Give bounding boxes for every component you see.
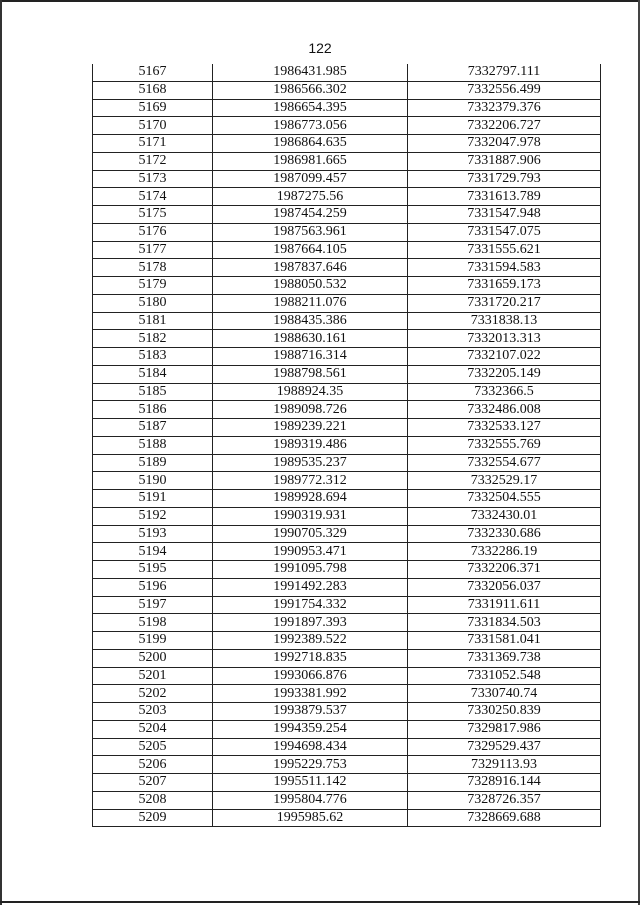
- table-row: [93, 330, 601, 348]
- point-number-cell: 5209: [93, 809, 213, 827]
- y-coordinate-cell: 7331887.906: [408, 152, 601, 170]
- point-number-cell: 5177: [93, 241, 213, 259]
- x-coordinate-cell: 1989772.312: [213, 472, 408, 490]
- y-coordinate-cell: 7328916.144: [408, 774, 601, 792]
- point-number-cell: 5181: [93, 312, 213, 330]
- y-coordinate-cell: 7331729.793: [408, 170, 601, 188]
- x-coordinate-cell: 1991754.332: [213, 596, 408, 614]
- x-coordinate-cell: 1986981.665: [213, 152, 408, 170]
- x-coordinate-cell: 1990953.471: [213, 543, 408, 561]
- point-number-cell: 5198: [93, 614, 213, 632]
- point-number-cell: 5199: [93, 632, 213, 650]
- x-coordinate-cell: 1995985.62: [213, 809, 408, 827]
- table-row: [93, 614, 601, 632]
- point-number-cell: 5175: [93, 206, 213, 224]
- y-coordinate-cell: 7332206.371: [408, 561, 601, 579]
- point-number-cell: 5200: [93, 649, 213, 667]
- point-number-cell: 5206: [93, 756, 213, 774]
- y-coordinate-cell: 7331369.738: [408, 649, 601, 667]
- point-number-cell: 5173: [93, 170, 213, 188]
- point-number-cell: 5190: [93, 472, 213, 490]
- y-coordinate-cell: 7331581.041: [408, 632, 601, 650]
- table-row: [93, 507, 601, 525]
- x-coordinate-cell: 1986566.302: [213, 81, 408, 99]
- table-row: [93, 543, 601, 561]
- y-coordinate-cell: 7331720.217: [408, 294, 601, 312]
- point-number-cell: 5180: [93, 294, 213, 312]
- point-number-cell: 5170: [93, 117, 213, 135]
- y-coordinate-cell: 7330250.839: [408, 703, 601, 721]
- point-number-cell: 5178: [93, 259, 213, 277]
- point-number-cell: 5195: [93, 561, 213, 579]
- x-coordinate-cell: 1986431.985: [213, 64, 408, 81]
- coordinates-table: [92, 64, 601, 827]
- point-number-cell: 5183: [93, 348, 213, 366]
- x-coordinate-cell: 1989098.726: [213, 401, 408, 419]
- x-coordinate-cell: 1993066.876: [213, 667, 408, 685]
- table-row: [93, 135, 601, 153]
- table-row: [93, 81, 601, 99]
- point-number-cell: 5191: [93, 490, 213, 508]
- table-row: [93, 64, 601, 81]
- y-coordinate-cell: 7332366.5: [408, 383, 601, 401]
- table-row: [93, 791, 601, 809]
- x-coordinate-cell: 1987454.259: [213, 206, 408, 224]
- table-row: [93, 472, 601, 490]
- y-coordinate-cell: 7332797.111: [408, 64, 601, 81]
- x-coordinate-cell: 1995804.776: [213, 791, 408, 809]
- point-number-cell: 5189: [93, 454, 213, 472]
- y-coordinate-cell: 7329817.986: [408, 720, 601, 738]
- x-coordinate-cell: 1995511.142: [213, 774, 408, 792]
- y-coordinate-cell: 7331659.173: [408, 277, 601, 295]
- table-row: [93, 720, 601, 738]
- table-row: [93, 685, 601, 703]
- y-coordinate-cell: 7332504.555: [408, 490, 601, 508]
- y-coordinate-cell: 7332556.499: [408, 81, 601, 99]
- point-number-cell: 5193: [93, 525, 213, 543]
- y-coordinate-cell: 7329529.437: [408, 738, 601, 756]
- x-coordinate-cell: 1989239.221: [213, 419, 408, 437]
- point-number-cell: 5168: [93, 81, 213, 99]
- y-coordinate-cell: 7332056.037: [408, 578, 601, 596]
- table-row: [93, 188, 601, 206]
- point-number-cell: 5192: [93, 507, 213, 525]
- table-row: [93, 578, 601, 596]
- x-coordinate-cell: 1988050.532: [213, 277, 408, 295]
- table-row: [93, 294, 601, 312]
- x-coordinate-cell: 1989535.237: [213, 454, 408, 472]
- table-row: [93, 649, 601, 667]
- point-number-cell: 5194: [93, 543, 213, 561]
- x-coordinate-cell: 1989928.694: [213, 490, 408, 508]
- x-coordinate-cell: 1990319.931: [213, 507, 408, 525]
- y-coordinate-cell: 7332047.978: [408, 135, 601, 153]
- x-coordinate-cell: 1995229.753: [213, 756, 408, 774]
- page-number: 122: [308, 40, 332, 56]
- point-number-cell: 5176: [93, 223, 213, 241]
- x-coordinate-cell: 1991897.393: [213, 614, 408, 632]
- x-coordinate-cell: 1988435.386: [213, 312, 408, 330]
- table-row: [93, 99, 601, 117]
- bottom-border: [0, 901, 640, 903]
- table-row: [93, 312, 601, 330]
- x-coordinate-cell: 1987837.646: [213, 259, 408, 277]
- table-row: [93, 454, 601, 472]
- y-coordinate-cell: 7331834.503: [408, 614, 601, 632]
- x-coordinate-cell: 1992389.522: [213, 632, 408, 650]
- point-number-cell: 5204: [93, 720, 213, 738]
- table-row: [93, 419, 601, 437]
- table-row: [93, 152, 601, 170]
- y-coordinate-cell: 7331052.548: [408, 667, 601, 685]
- point-number-cell: 5187: [93, 419, 213, 437]
- table-row: [93, 170, 601, 188]
- point-number-cell: 5167: [93, 64, 213, 81]
- x-coordinate-cell: 1991095.798: [213, 561, 408, 579]
- table-row: [93, 383, 601, 401]
- y-coordinate-cell: 7332286.19: [408, 543, 601, 561]
- y-coordinate-cell: 7331594.583: [408, 259, 601, 277]
- y-coordinate-cell: 7332205.149: [408, 365, 601, 383]
- table-row: [93, 348, 601, 366]
- table-row: [93, 206, 601, 224]
- x-coordinate-cell: 1990705.329: [213, 525, 408, 543]
- top-border: [0, 0, 640, 2]
- table-row: [93, 561, 601, 579]
- x-coordinate-cell: 1988211.076: [213, 294, 408, 312]
- y-coordinate-cell: 7332555.769: [408, 436, 601, 454]
- x-coordinate-cell: 1992718.835: [213, 649, 408, 667]
- y-coordinate-cell: 7332554.677: [408, 454, 601, 472]
- point-number-cell: 5201: [93, 667, 213, 685]
- x-coordinate-cell: 1988716.314: [213, 348, 408, 366]
- x-coordinate-cell: 1988924.35: [213, 383, 408, 401]
- point-number-cell: 5179: [93, 277, 213, 295]
- point-number-cell: 5186: [93, 401, 213, 419]
- table-row: [93, 809, 601, 827]
- coordinates-table-body: [93, 64, 601, 827]
- table-row: [93, 490, 601, 508]
- table-row: [93, 632, 601, 650]
- point-number-cell: 5197: [93, 596, 213, 614]
- point-number-cell: 5203: [93, 703, 213, 721]
- x-coordinate-cell: 1989319.486: [213, 436, 408, 454]
- point-number-cell: 5207: [93, 774, 213, 792]
- point-number-cell: 5172: [93, 152, 213, 170]
- point-number-cell: 5171: [93, 135, 213, 153]
- point-number-cell: 5184: [93, 365, 213, 383]
- x-coordinate-cell: 1986864.635: [213, 135, 408, 153]
- y-coordinate-cell: 7332206.727: [408, 117, 601, 135]
- y-coordinate-cell: 7332379.376: [408, 99, 601, 117]
- x-coordinate-cell: 1988630.161: [213, 330, 408, 348]
- table-row: [93, 738, 601, 756]
- point-number-cell: 5185: [93, 383, 213, 401]
- x-coordinate-cell: 1987099.457: [213, 170, 408, 188]
- y-coordinate-cell: 7332330.686: [408, 525, 601, 543]
- x-coordinate-cell: 1987563.961: [213, 223, 408, 241]
- x-coordinate-cell: 1993381.992: [213, 685, 408, 703]
- table-row: [93, 223, 601, 241]
- table-row: [93, 277, 601, 295]
- point-number-cell: 5202: [93, 685, 213, 703]
- point-number-cell: 5169: [93, 99, 213, 117]
- table-row: [93, 667, 601, 685]
- y-coordinate-cell: 7332533.127: [408, 419, 601, 437]
- point-number-cell: 5188: [93, 436, 213, 454]
- y-coordinate-cell: 7332486.008: [408, 401, 601, 419]
- table-row: [93, 241, 601, 259]
- y-coordinate-cell: 7331911.611: [408, 596, 601, 614]
- x-coordinate-cell: 1986773.056: [213, 117, 408, 135]
- y-coordinate-cell: 7328726.357: [408, 791, 601, 809]
- table-row: [93, 117, 601, 135]
- table-row: [93, 525, 601, 543]
- table-row: [93, 596, 601, 614]
- y-coordinate-cell: 7328669.688: [408, 809, 601, 827]
- table-row: [93, 756, 601, 774]
- left-border: [0, 0, 2, 905]
- x-coordinate-cell: 1994698.434: [213, 738, 408, 756]
- y-coordinate-cell: 7331613.789: [408, 188, 601, 206]
- x-coordinate-cell: 1991492.283: [213, 578, 408, 596]
- x-coordinate-cell: 1994359.254: [213, 720, 408, 738]
- y-coordinate-cell: 7332107.022: [408, 348, 601, 366]
- y-coordinate-cell: 7332013.313: [408, 330, 601, 348]
- point-number-cell: 5196: [93, 578, 213, 596]
- y-coordinate-cell: 7331838.13: [408, 312, 601, 330]
- point-number-cell: 5205: [93, 738, 213, 756]
- y-coordinate-cell: 7332529.17: [408, 472, 601, 490]
- y-coordinate-cell: 7331555.621: [408, 241, 601, 259]
- table-row: [93, 259, 601, 277]
- point-number-cell: 5174: [93, 188, 213, 206]
- y-coordinate-cell: 7331547.948: [408, 206, 601, 224]
- table-row: [93, 401, 601, 419]
- x-coordinate-cell: 1986654.395: [213, 99, 408, 117]
- y-coordinate-cell: 7331547.075: [408, 223, 601, 241]
- point-number-cell: 5208: [93, 791, 213, 809]
- y-coordinate-cell: 7330740.74: [408, 685, 601, 703]
- x-coordinate-cell: 1993879.537: [213, 703, 408, 721]
- table-row: [93, 365, 601, 383]
- x-coordinate-cell: 1988798.561: [213, 365, 408, 383]
- x-coordinate-cell: 1987664.105: [213, 241, 408, 259]
- y-coordinate-cell: 7329113.93: [408, 756, 601, 774]
- x-coordinate-cell: 1987275.56: [213, 188, 408, 206]
- point-number-cell: 5182: [93, 330, 213, 348]
- table-row: [93, 774, 601, 792]
- table-row: [93, 703, 601, 721]
- y-coordinate-cell: 7332430.01: [408, 507, 601, 525]
- table-row: [93, 436, 601, 454]
